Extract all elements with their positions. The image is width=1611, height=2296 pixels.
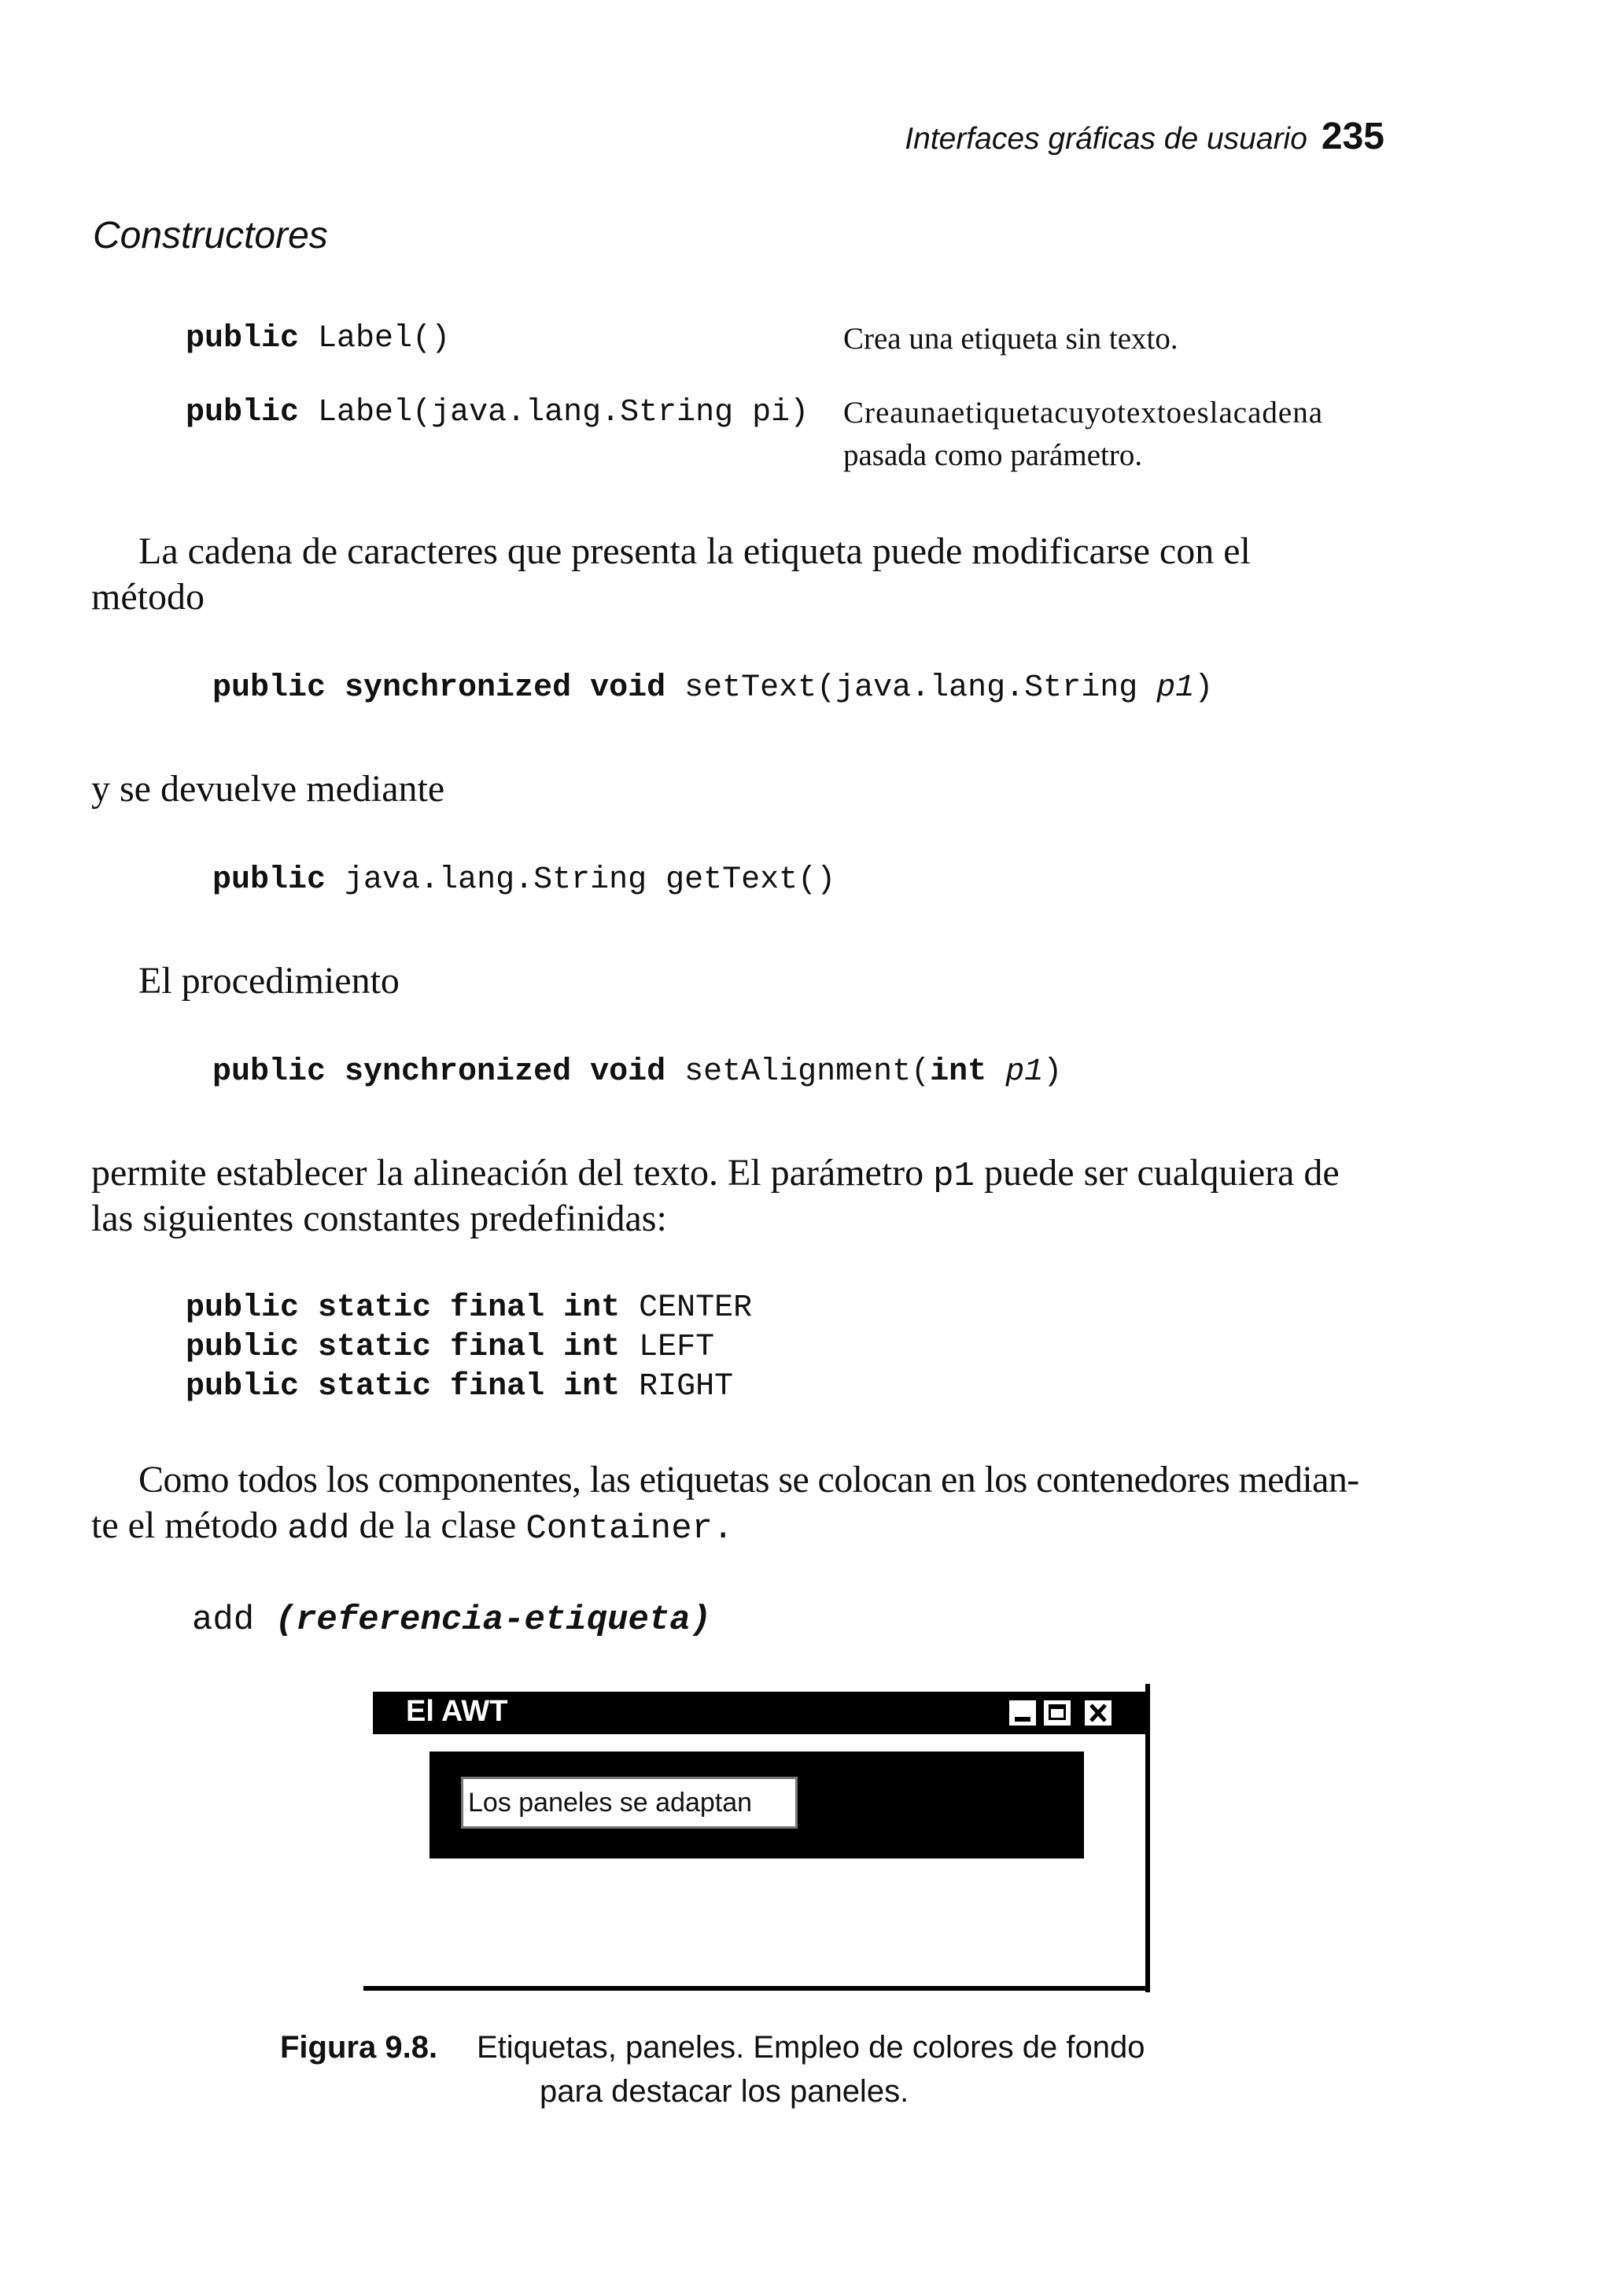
paragraph-5-line1: Como todos los componentes, las etiquetas se colocan en los contenedores median-: [138, 1459, 1359, 1501]
awt-label: Los paneles se adaptan: [461, 1777, 798, 1829]
paragraph-1-line1: La cadena de caracteres que presenta la etiqueta puede modificarse con el: [138, 530, 1251, 572]
paragraph-5-code-container: Container.: [525, 1509, 734, 1549]
close-button[interactable]: [1082, 1698, 1114, 1728]
settext-signature: setText(java.lang.String: [684, 670, 1138, 706]
constructor-2-code: [186, 395, 809, 430]
paragraph-4-line1: [91, 1150, 1340, 1199]
constant-center-keywords: public static final int: [186, 1290, 621, 1326]
close-icon: [1085, 1700, 1111, 1726]
paragraph-5-code-add: add: [287, 1509, 350, 1549]
paragraph-2: y se devuelve mediante: [91, 768, 445, 810]
setalignment-int: int: [930, 1054, 987, 1090]
figure-caption-label: [280, 2030, 437, 2065]
gettext-code: [212, 862, 835, 898]
figure-caption-line1: Etiquetas, paneles. Empleo de colores de fondo: [477, 2030, 1145, 2065]
paragraph-4-text-b: puede ser cualquiera de: [983, 1152, 1340, 1194]
running-title: Interfaces gráficas de usuario: [905, 122, 1307, 156]
constructor-1-signature: Label(): [318, 321, 451, 356]
settext-code: [212, 670, 1213, 706]
constant-right-name: RIGHT: [639, 1369, 734, 1405]
add-code: [192, 1600, 711, 1640]
window-right-border: [1145, 1684, 1150, 1992]
paragraph-4-code-p1: p1: [933, 1157, 975, 1196]
constant-right: [186, 1369, 733, 1405]
paragraph-4-text-a: permite establecer la alineación del texto. El parámetro: [91, 1152, 924, 1194]
add-method: add: [192, 1600, 255, 1640]
page-number: 235: [1321, 116, 1384, 157]
constructor-1-code: [186, 321, 450, 356]
running-header: [850, 115, 1384, 158]
awt-window: [373, 1692, 1159, 1991]
settext-keywords: public synchronized void: [212, 670, 666, 706]
constructor-1-keyword: public: [186, 321, 300, 356]
add-argument: (referencia-etiqueta): [275, 1600, 712, 1640]
gettext-keyword: public: [212, 862, 326, 898]
paragraph-1-line2: método: [91, 576, 205, 618]
constant-center: [186, 1290, 752, 1326]
constant-center-name: CENTER: [639, 1290, 753, 1326]
paragraph-5-text-a: te el método: [91, 1504, 278, 1546]
figure-number: Figura 9.8.: [280, 2030, 438, 2065]
constant-right-keywords: public static final int: [186, 1369, 621, 1405]
settext-param: p1: [1156, 670, 1195, 706]
constructor-1-description: Crea una etiqueta sin texto.: [843, 322, 1178, 356]
minimize-icon: [1015, 1717, 1030, 1722]
constructor-2-signature: Label(java.lang.String pi): [318, 395, 809, 430]
constructor-2-description-line1: Creaunaetiquetacuyotextoeslacadena: [843, 396, 1324, 430]
setalignment-signature: setAlignment(: [684, 1054, 931, 1090]
setalignment-code: [212, 1054, 1062, 1090]
awt-window-title: El AWT: [406, 1695, 508, 1728]
paragraph-3: El procedimiento: [138, 960, 400, 1002]
constant-left: [186, 1330, 714, 1365]
awt-title-bar[interactable]: [373, 1692, 1145, 1734]
constant-left-name: LEFT: [639, 1330, 715, 1365]
section-title: Constructores: [93, 215, 328, 257]
setalignment-param: p1: [1005, 1054, 1044, 1090]
constant-left-keywords: public static final int: [186, 1330, 621, 1365]
paragraph-5-line2: [91, 1503, 733, 1552]
minimize-button[interactable]: [1007, 1698, 1038, 1728]
figure-caption-line2: para destacar los paneles.: [540, 2074, 909, 2109]
awt-panel: [429, 1752, 1084, 1859]
maximize-icon: [1049, 1704, 1066, 1720]
setalignment-keywords: public synchronized void: [212, 1054, 666, 1090]
constructor-2-description-line2: pasada como parámetro.: [843, 438, 1143, 472]
constructor-2-keyword: public: [186, 395, 300, 430]
setalignment-close: ): [1043, 1054, 1063, 1090]
window-bottom-border: [363, 1986, 1150, 1991]
paragraph-4-line2: las siguientes constantes predefinidas:: [91, 1198, 667, 1239]
settext-close: ): [1194, 670, 1214, 706]
gettext-signature: java.lang.String getText(): [345, 862, 836, 898]
paragraph-5-text-b: de la clase: [359, 1504, 517, 1546]
maximize-button[interactable]: [1041, 1698, 1073, 1728]
